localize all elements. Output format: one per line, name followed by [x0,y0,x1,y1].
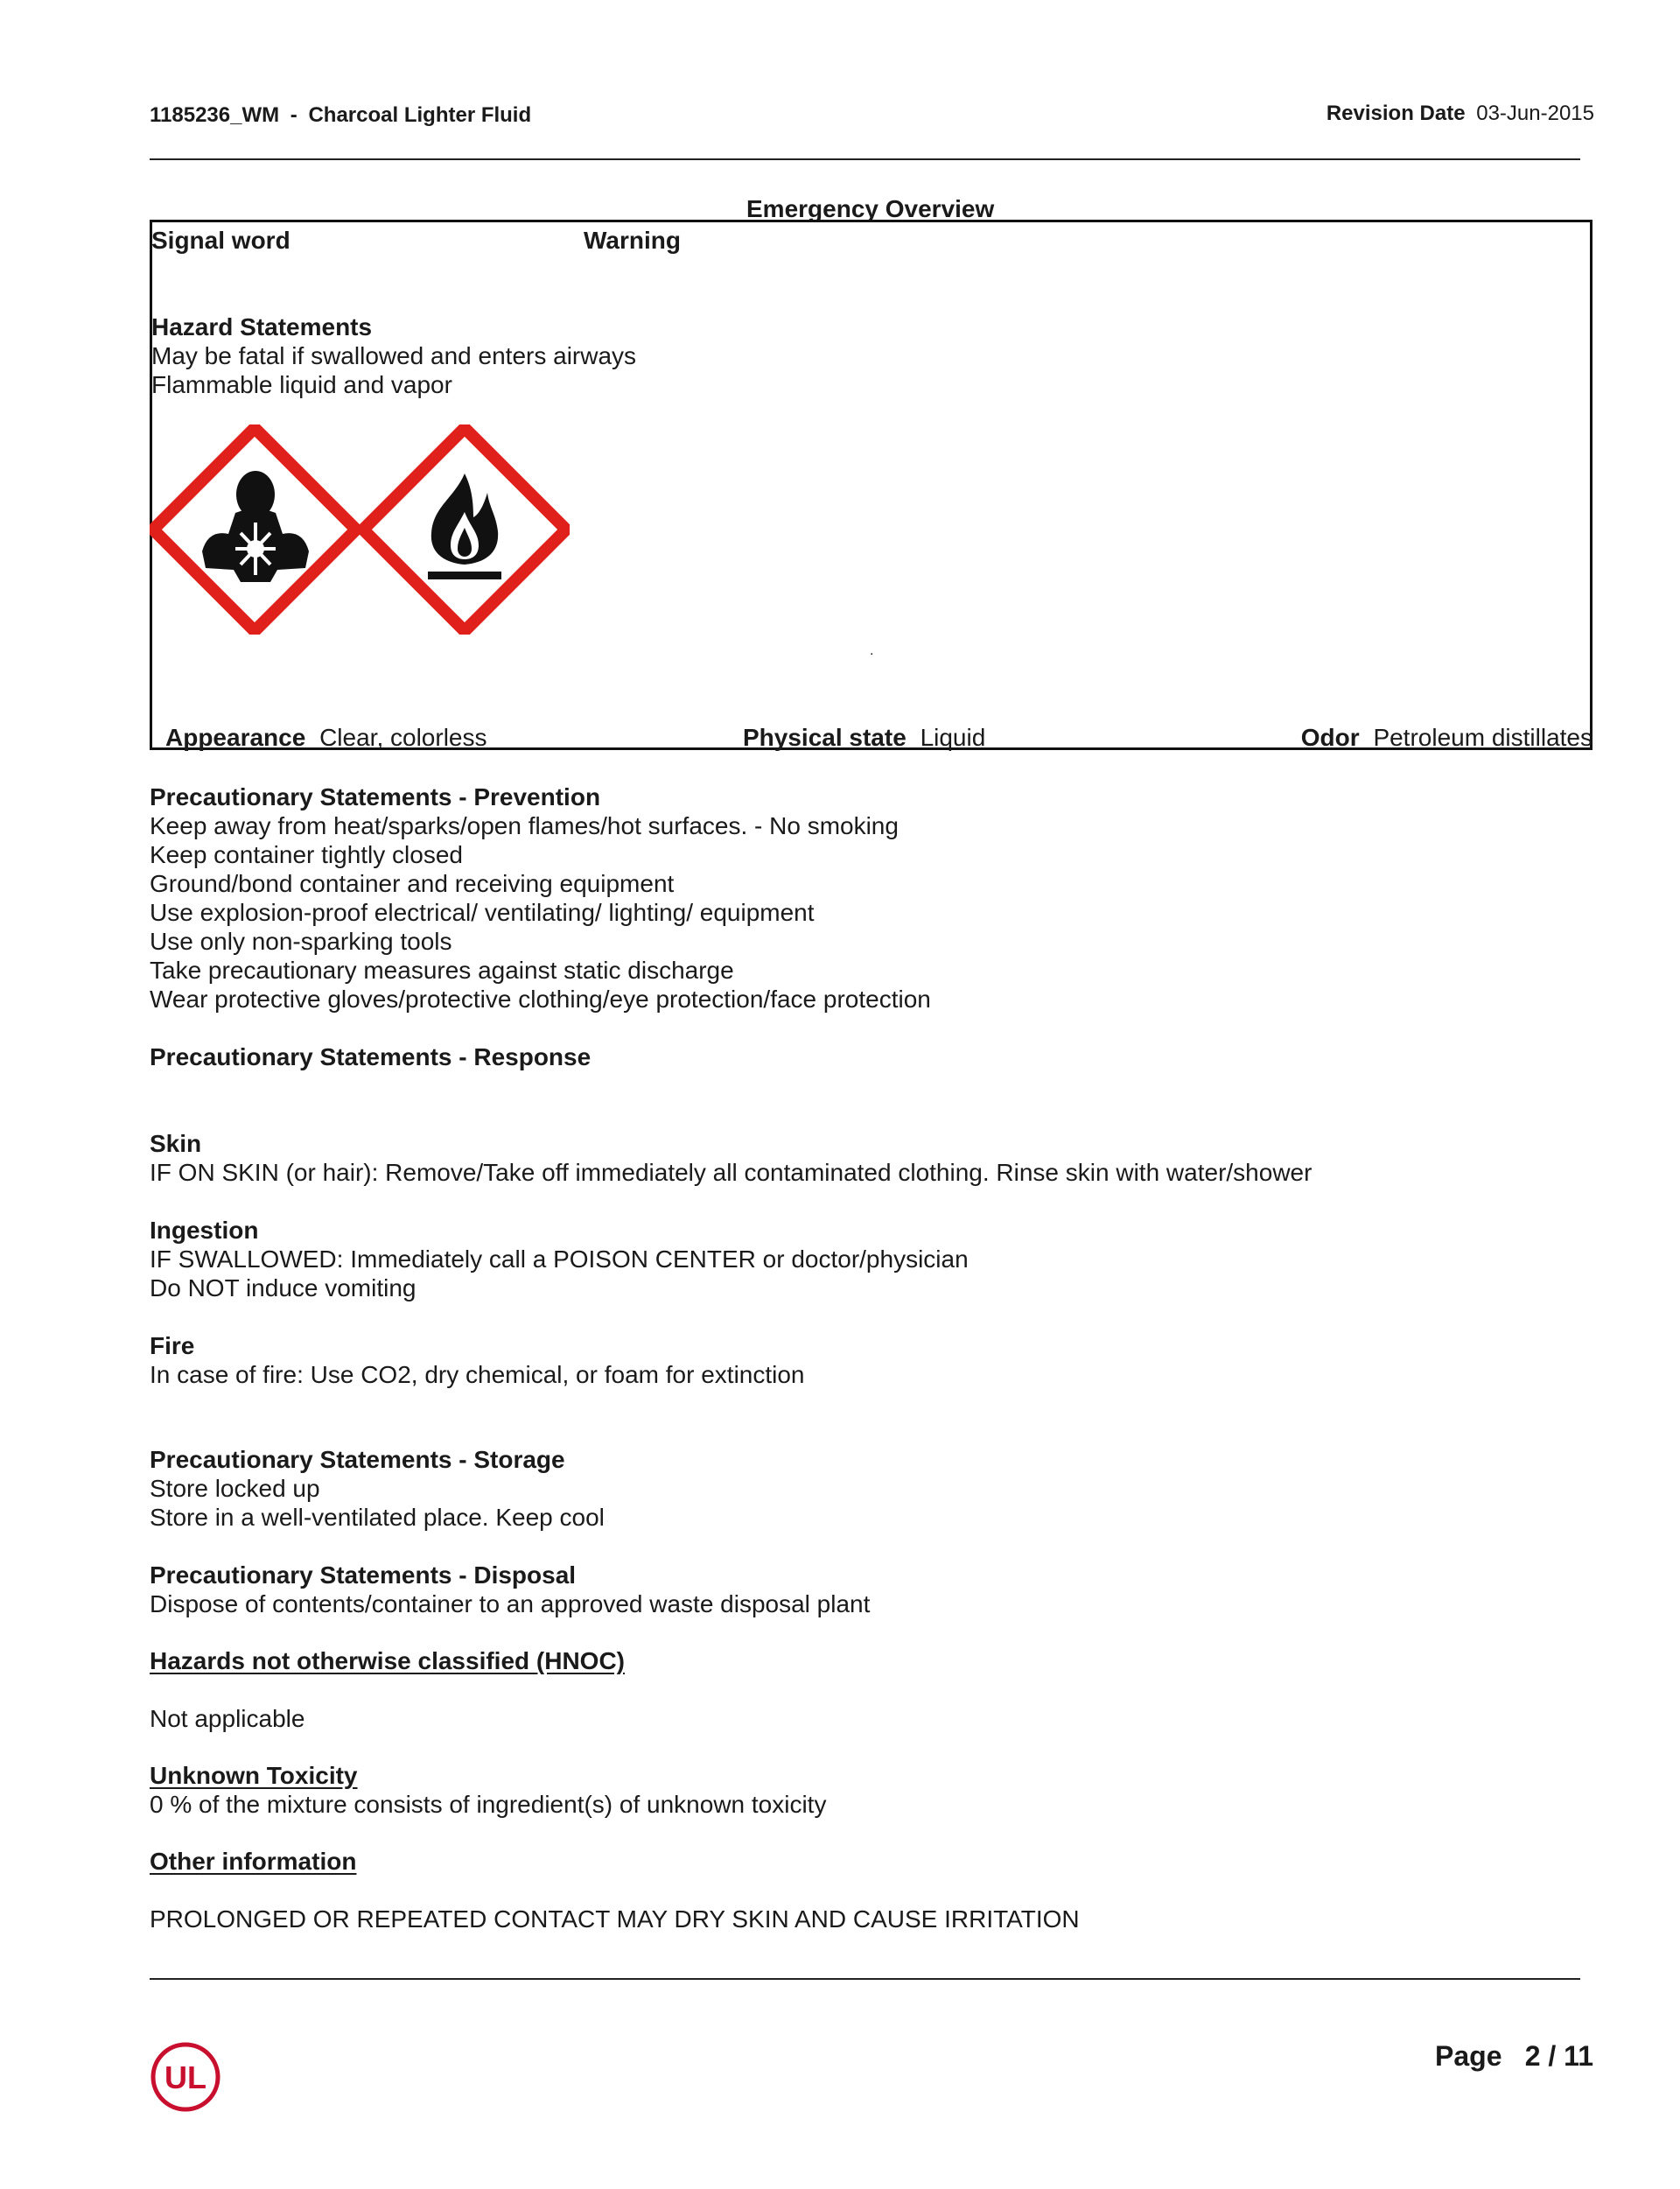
flame-icon [360,424,570,635]
other-information-text: PROLONGED OR REPEATED CONTACT MAY DRY SKIN AND CAUSE IRRITATION [150,1905,1080,1933]
physical-state-label: Physical state [743,724,906,751]
disposal-title: Precautionary Statements - Disposal [150,1561,577,1589]
unknown-toxicity-text: 0 % of the mixture consists of ingredient(s) of unknown toxicity [150,1791,827,1818]
storage-statement: Store in a well-ventilated place. Keep cool [150,1504,605,1531]
header-divider [150,158,1580,160]
stray-dot: . [870,643,874,658]
emergency-overview-title: Emergency Overview [746,195,995,222]
document-header-right [1326,102,1594,126]
appearance-field [165,723,486,752]
skin-list [150,1158,1312,1187]
physical-state-field [743,723,985,752]
signal-word-label: Signal word [151,227,290,254]
prevention-statement: Keep away from heat/sparks/open flames/hot surfaces. - No smoking [150,812,899,839]
product-id: 1185236_WM [150,103,280,127]
ghs-flammable-pictogram [360,424,570,639]
signal-word-value: Warning [584,227,681,254]
skin-statement: IF ON SKIN (or hair): Remove/Take off immediately all contaminated clothing. Rinse skin with water/shower [150,1159,1312,1186]
response-title: Precautionary Statements - Response [150,1043,592,1070]
physical-state-value: Liquid [920,724,986,751]
prevention-title: Precautionary Statements - Prevention [150,783,601,810]
appearance-value: Clear, colorless [319,724,487,751]
ingestion-statement: IF SWALLOWED: Immediately call a POISON CENTER or doctor/physician [150,1245,969,1273]
prevention-statement: Keep container tightly closed [150,841,463,868]
prevention-statement: Take precautionary measures against static discharge [150,957,734,984]
product-name: Charcoal Lighter Fluid [308,103,532,127]
header-separator: - [290,103,298,127]
revision-label: Revision Date [1326,102,1466,125]
hnoc-text: Not applicable [150,1705,305,1732]
odor-value: Petroleum distillates [1373,724,1592,751]
hazard-statement: May be fatal if swallowed and enters airways [151,342,637,369]
hazard-statement: Flammable liquid and vapor [151,371,452,398]
odor-label: Odor [1300,724,1360,751]
revision-date: 03-Jun-2015 [1476,102,1594,125]
storage-list [150,1474,605,1532]
fire-title: Fire [150,1332,195,1359]
ingestion-list [150,1245,969,1302]
prevention-statement: Wear protective gloves/protective clothing/eye protection/face protection [150,986,931,1013]
footer-divider [150,1978,1580,1980]
storage-statement: Store locked up [150,1475,320,1502]
fire-list [150,1360,805,1389]
ghs-health-hazard-pictogram [150,424,360,639]
prevention-statement: Ground/bond container and receiving equipment [150,870,675,897]
document-header-left [150,103,531,128]
prevention-statement: Use explosion-proof electrical/ ventilating/ lighting/ equipment [150,899,815,926]
fire-statement: In case of fire: Use CO2, dry chemical, or foam for extinction [150,1361,805,1388]
hnoc-title: Hazards not otherwise classified (HNOC) [150,1647,626,1674]
health-hazard-icon [150,424,360,635]
other-information-title: Other information [150,1848,357,1875]
ul-logo [150,2041,221,2117]
odor-field [1301,723,1592,752]
disposal-statement: Dispose of contents/container to an approved waste disposal plant [150,1590,871,1617]
unknown-toxicity-title: Unknown Toxicity [150,1762,358,1789]
skin-title: Skin [150,1130,202,1157]
ingestion-statement: Do NOT induce vomiting [150,1274,416,1301]
ingestion-title: Ingestion [150,1217,259,1244]
page-label: Page [1435,2040,1502,2072]
prevention-statement: Use only non-sparking tools [150,928,452,955]
hazard-statements-list [151,341,636,399]
storage-title: Precautionary Statements - Storage [150,1446,565,1473]
hazard-statements-title: Hazard Statements [151,313,373,340]
appearance-label: Appearance [165,724,306,751]
disposal-list [150,1589,870,1618]
ul-logo-text: UL [164,2059,206,2095]
ul-logo-icon [150,2041,221,2113]
prevention-list [150,811,931,1014]
page-number: 2 / 11 [1524,2040,1593,2072]
